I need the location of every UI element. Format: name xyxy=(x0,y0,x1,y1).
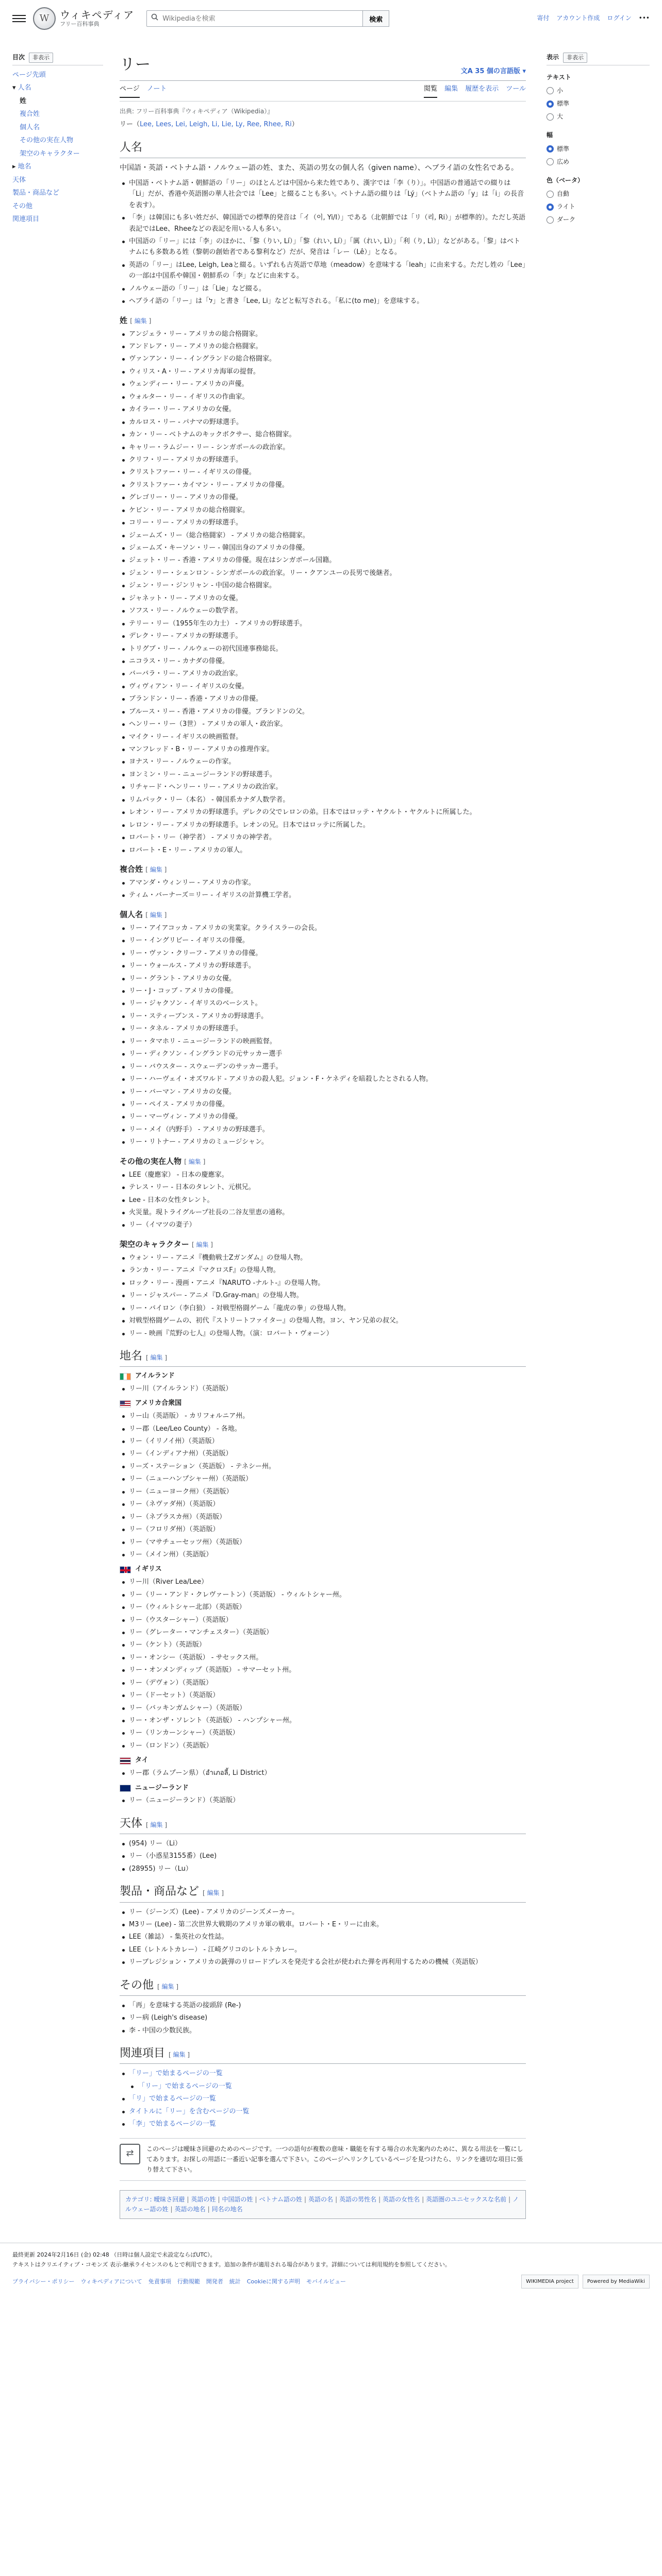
radio-button[interactable] xyxy=(547,216,554,224)
wikimedia-badge[interactable]: WIKIMEDIA project xyxy=(521,2275,578,2289)
given-name-item[interactable]: リー・マーヴィン - アメリカの俳優。 xyxy=(120,1111,526,1122)
flag-ie-icon xyxy=(120,1373,131,1380)
toc-link[interactable]: 複合姓 xyxy=(20,110,40,118)
place-item[interactable]: リー郡（Lee/Leo County） - 各地。 xyxy=(120,1423,526,1434)
toc-item[interactable] xyxy=(12,200,103,213)
toc-link[interactable]: 人名 xyxy=(18,84,31,92)
toc-link[interactable]: 関連項目 xyxy=(12,215,40,224)
toc-link[interactable]: その他 xyxy=(12,202,33,210)
disambiguation-text: このページは曖昧さ回避のためのページです。一つの語句が複数の意味・職能を有する場合の水先案内のために、異なる用法を一覧にしてあります。お探しの用語に一番近い記事を選んで下さい。このページへリンクしているページを見つけたら、リンクを適切な項目に張り替えて下さい。 xyxy=(146,2145,523,2174)
radio-button[interactable] xyxy=(547,191,554,198)
surname-item[interactable]: ジェット・リー - 香港・アメリカの俳優。現在はシンガポール国籍。 xyxy=(120,555,526,566)
product-item[interactable]: リーブレジション・アメリカの銃弾のリロードプレスを発売する会社が使われた弾を再利用するための機械（英語版） xyxy=(120,1957,526,1968)
given-name-item[interactable]: リー・ウォールス - アメリカの野球選手。 xyxy=(120,960,526,971)
place-item[interactable]: リー（ケント）（英語版） xyxy=(120,1639,526,1650)
given-name-item[interactable]: リー・ペイス - アメリカの俳優。 xyxy=(120,1099,526,1110)
surname-item[interactable]: リチャード・ヘンリー・リー - アメリカの政治家。 xyxy=(120,782,526,792)
person-note[interactable]: ノルウェー語の「リー」は「Lie」など綴る。 xyxy=(120,283,526,294)
person-note[interactable]: ヘブライ語の「リー」は「ל」と書き「Lee, Li」などと転写される。「私に(to me)」を意味する。 xyxy=(120,296,526,307)
product-item[interactable]: LEE（雑誌） - 集英社の女性誌。 xyxy=(120,1931,526,1942)
surname-item[interactable]: ウェンディー・リー - アメリカの声優。 xyxy=(120,379,526,389)
surname-item[interactable]: ヴィヴィアン・リー - イギリスの女優。 xyxy=(120,681,526,692)
fictional-item[interactable]: リー・ジャスパー - アニメ『D.Gray-man』の登場人物。 xyxy=(120,1290,526,1301)
fictional-item[interactable]: リー - 映画『荒野の七人』の登場人物。（演：ロバート・ヴォーン） xyxy=(120,1328,526,1339)
section-person: 人名 xyxy=(120,139,526,158)
place-item[interactable]: リー・オンザ・ソレント（英語版） - ハンプシャー州。 xyxy=(120,1715,526,1726)
option-label: 小 xyxy=(557,87,564,94)
appearance-option[interactable] xyxy=(547,110,650,123)
place-item[interactable]: リー（バッキンガムシャー）（英語版） xyxy=(120,1703,526,1714)
option-label: 自動 xyxy=(557,190,570,198)
given-name-item[interactable]: リー・バーマン - アメリカの女優。 xyxy=(120,1087,526,1097)
place-item[interactable]: リー（ネブラスカ州）（英語版） xyxy=(120,1512,526,1522)
width-options xyxy=(547,143,650,168)
place-item[interactable]: リー・オンメンディップ（英語版） - サマーセット州。 xyxy=(120,1665,526,1675)
place-item[interactable]: リー（インディアナ州）（英語版） xyxy=(120,1448,526,1459)
related-item[interactable]: タイトルに「リー」を含むページの一覧 xyxy=(120,2106,526,2117)
login-link[interactable]: ログイン xyxy=(607,14,632,22)
place-item[interactable]: リー（ロンドン）（英語版） xyxy=(120,1740,526,1751)
given-name-item[interactable]: リー・バウスター - スウェーデンのサッカー選手。 xyxy=(120,1061,526,1072)
tab-tools[interactable]: ツール xyxy=(506,85,526,93)
section-fictional: 架空のキャラクター [ 編集 ] xyxy=(120,1239,213,1249)
given-name-item[interactable]: リー・タネル - アメリカの野球選手。 xyxy=(120,1023,526,1034)
surname-item[interactable]: バーバラ・リー - アメリカの政治家。 xyxy=(120,668,526,679)
mediawiki-badge[interactable]: Powered by MediaWiki xyxy=(583,2275,650,2289)
toc-item[interactable] xyxy=(12,147,103,161)
option-label: 大 xyxy=(557,113,564,121)
footer-link[interactable]: ウィキペディアについて xyxy=(80,2278,142,2285)
logo-title: ウィキペディア xyxy=(60,9,135,22)
category-link[interactable]: 英語の男性名 xyxy=(339,2195,377,2203)
surname-item[interactable]: クリストファー・リー - イギリスの俳優。 xyxy=(120,467,526,478)
product-item[interactable]: M3リー (Lee) - 第二次世界大戦期のアメリカ軍の戦車。ロバート・E・リーに由来。 xyxy=(120,1919,526,1930)
tab-read[interactable]: 閲覧 xyxy=(424,84,437,98)
product-item[interactable]: LEE（レトルトカレー） - 江崎グリコのレトルトカレー。 xyxy=(120,1944,526,1955)
section-real: その他の実在人物 [ 編集 ] xyxy=(120,1156,206,1166)
radio-button[interactable] xyxy=(547,158,554,165)
place-item[interactable]: リーズ・ステーション（英語版） - テネシー州。 xyxy=(120,1461,526,1472)
place-item[interactable]: リー（ニューハンプシャー州）（英語版） xyxy=(120,1473,526,1484)
surname-item[interactable]: ジェン・リー・シェンロン - シンガポールの政治家。リー・クアンユーの長男で後継者。 xyxy=(120,568,526,579)
real-person-item[interactable]: LEE（慶應家） - 日本の慶應家。 xyxy=(120,1170,526,1180)
place-item[interactable]: リー（イリノイ州）（英語版） xyxy=(120,1436,526,1447)
fictional-item[interactable]: ランカ・リー - アニメ『マクロスF』の登場人物。 xyxy=(120,1265,526,1276)
surname-item[interactable]: デレク・リー - アメリカの野球選手。 xyxy=(120,631,526,641)
category-links: カテゴリ: 曖昧さ回避 | 英語の姓 | 中国語の姓 | ベトナム語の姓 | 英語の名 | 英語の男性名 | 英語の女性名 | 英語圏のユニセックスな名前 | ノルウェー語の姓 | 英語の地名 | 同名の地名 xyxy=(120,2190,526,2219)
surname-list xyxy=(120,329,526,856)
surname-item[interactable]: ジェン・リー・ジンリャン - 中国の総合格闘家。 xyxy=(120,580,526,591)
appearance-option[interactable] xyxy=(547,143,650,156)
text-size-options xyxy=(547,84,650,124)
country-heading xyxy=(120,1371,526,1382)
toc-item[interactable] xyxy=(12,174,103,187)
search-box xyxy=(146,10,363,27)
given-name-item[interactable]: リー・J・コッブ - アメリカの俳優。 xyxy=(120,986,526,996)
categories-label[interactable]: カテゴリ: xyxy=(125,2195,152,2203)
color-options xyxy=(547,188,650,227)
real-person-item[interactable]: テレス・リー - 日本のタレント、元棋兄。 xyxy=(120,1182,526,1193)
toc-item[interactable] xyxy=(12,160,103,174)
real-person-item[interactable]: リー（イマツの妻子） xyxy=(120,1219,526,1230)
real-person-item[interactable]: 火災量。現トライグループ社長の二谷友里恵の通称。 xyxy=(120,1207,526,1218)
toc-link[interactable]: 架空のキャラクター xyxy=(20,149,80,158)
country-name[interactable]: ニュージーランド xyxy=(135,1784,189,1792)
given-name-item[interactable]: リー・ヴァン・クリーフ - アメリカの俳優。 xyxy=(120,948,526,959)
main-content xyxy=(120,37,526,2219)
products-list xyxy=(120,1907,526,1968)
real-list xyxy=(120,1170,526,1231)
other-item[interactable]: 李 - 中国の少数民族。 xyxy=(120,2025,526,2036)
given-name-item[interactable]: リー・ディクソン - イングランドの元サッカー選手 xyxy=(120,1048,526,1059)
country-name[interactable]: イギリス xyxy=(135,1565,162,1573)
create-account-link[interactable]: アカウント作成 xyxy=(556,14,600,22)
surname-item[interactable]: ジェームズ・キーソン・リー - 韓国出身のアメリカの俳優。 xyxy=(120,543,526,553)
related-item[interactable]: 「リー」で始まるページの一覧 xyxy=(120,2081,526,2092)
person-notes xyxy=(120,178,526,307)
celestial-list xyxy=(120,1838,526,1874)
site-header xyxy=(0,0,662,37)
option-label: ライト xyxy=(557,203,575,211)
toc-toggle-icon[interactable]: ▾ xyxy=(12,84,16,92)
surname-item[interactable]: ブルース・リー - 香港・アメリカの俳優。ブランドンの父。 xyxy=(120,706,526,717)
country-heading xyxy=(120,1564,526,1575)
place-item[interactable]: リー（リー・アンド・クレヴァートン）（英語版） - ウィルトシャー州。 xyxy=(120,1589,526,1600)
surname-item[interactable]: ヘンリー・リー（3世） - アメリカの軍人・政治家。 xyxy=(120,719,526,730)
user-links xyxy=(537,13,650,23)
footer-link[interactable]: モバイルビュー xyxy=(306,2278,346,2285)
given-name-item[interactable]: リー・ジャクソン - イギリスのベーシスト。 xyxy=(120,998,526,1009)
given-name-item[interactable]: リー・イングリビー - イギリスの俳優。 xyxy=(120,935,526,946)
footer-link[interactable]: 免責事項 xyxy=(148,2278,171,2285)
toc-link[interactable]: 製品・商品など xyxy=(12,189,60,197)
surname-item[interactable]: ヴァンアン・リー - イングランドの総合格闘家。 xyxy=(120,353,526,364)
surname-item[interactable]: リムパック・リー（本名） - 韓国系カナダ人数学者。 xyxy=(120,794,526,805)
toc-sidebar xyxy=(12,37,103,2219)
surname-item[interactable]: トリグブ・リー - ノルウェーの初代国連事務総長。 xyxy=(120,643,526,654)
person-note[interactable]: 「李」は韓国にも多い姓だが、韓国語での標準的発音は「イ（이, Yi/I）」である（北朝鮮では「リ（리, Ri）」が標準的）。ただし英語表記ではLee、Rheeなどの表記を用いる人も多い。 xyxy=(120,212,526,234)
category-link[interactable]: 英語の地名 xyxy=(174,2205,206,2213)
footer-link[interactable]: 開発者 xyxy=(206,2278,223,2285)
real-person-item[interactable]: Lee - 日本の女性タレント。 xyxy=(120,1195,526,1206)
section-surname: 姓 [ 編集 ] xyxy=(120,315,152,325)
place-item[interactable]: リー（メイン州）（英語版） xyxy=(120,1549,526,1560)
surname-item[interactable]: ヨナス・リー - ノルウェーの作家。 xyxy=(120,756,526,767)
related-item[interactable]: 「リー」で始まるページの一覧 xyxy=(120,2068,526,2079)
search-icon xyxy=(151,13,158,24)
surname-item[interactable]: ケビン・リー - アメリカの総合格闘家。 xyxy=(120,505,526,516)
surname-item[interactable]: クリストファー・カイマン・リー - アメリカの俳優。 xyxy=(120,480,526,490)
surname-item[interactable]: マンフレッド・B・リー - アメリカの推理作家。 xyxy=(120,744,526,755)
place-item[interactable]: リー川（River Lea/Lee） xyxy=(120,1577,526,1587)
toc-item[interactable] xyxy=(12,95,103,108)
surname-item[interactable]: アンジェラ・リー - アメリカの総合格闘家。 xyxy=(120,329,526,340)
toc-link[interactable]: 個人名 xyxy=(20,123,40,131)
product-item[interactable]: リー（ジーンズ）(Lee) - アメリカのジーンズメーカー。 xyxy=(120,1907,526,1918)
surname-item[interactable]: ジャネット・リー - アメリカの女優。 xyxy=(120,593,526,604)
width-label: 幅 xyxy=(547,131,553,139)
surname-item[interactable]: カイラー・リー - アメリカの女優。 xyxy=(120,404,526,415)
place-list xyxy=(120,1371,526,1806)
toc-link[interactable]: その他の実在人物 xyxy=(20,137,74,145)
donate-link[interactable]: 寄付 xyxy=(537,14,550,22)
toc-item[interactable] xyxy=(12,69,103,82)
tab-edit[interactable]: 編集 xyxy=(444,85,458,93)
wikipedia-globe-icon: W xyxy=(33,7,56,30)
compound-item[interactable]: アマンダ・ウィンリー - アメリカの作家。 xyxy=(120,877,526,888)
place-item[interactable]: リー山（英語版） - カリフォルニア州。 xyxy=(120,1411,526,1421)
radio-button[interactable] xyxy=(547,145,554,152)
surname-item[interactable]: カルロス・リー - パナマの野球選手。 xyxy=(120,417,526,428)
given-name-item[interactable]: リー・ハーヴェイ・オズワルド - アメリカの殺人犯。ジョン・F・ケネディを暗殺したとされる人物。 xyxy=(120,1074,526,1084)
surname-item[interactable]: ソフス・リー - ノルウェーの数学者。 xyxy=(120,605,526,616)
country-heading xyxy=(120,1398,526,1409)
country-heading xyxy=(120,1755,526,1766)
toc-hide-button[interactable]: 非表示 xyxy=(29,53,53,63)
country-name[interactable]: アメリカ合衆国 xyxy=(135,1399,182,1408)
appearance-option[interactable] xyxy=(547,84,650,97)
given-name-item[interactable]: リー・アイアコッカ - アメリカの実業家。クライスラーの会長。 xyxy=(120,923,526,934)
given-name-item[interactable]: リー・タマホリ - ニュージーランドの映画監督。 xyxy=(120,1036,526,1047)
related-item[interactable]: 「李」で始まるページの一覧 xyxy=(120,2119,526,2129)
given-name-item[interactable]: リー・グラント - アメリカの女優。 xyxy=(120,973,526,984)
category-link[interactable]: 同名の地名 xyxy=(211,2205,243,2213)
other-item[interactable]: リー病 (Leigh's disease) xyxy=(120,2012,526,2023)
tab-page[interactable]: ページ xyxy=(120,84,140,98)
country-heading xyxy=(120,1783,526,1794)
toc-item[interactable] xyxy=(12,81,103,95)
place-item[interactable]: リー（ウスターシャー）（英語版） xyxy=(120,1615,526,1625)
place-item[interactable]: リー（ニュージーランド）（英語版） xyxy=(120,1795,526,1806)
toc-header xyxy=(12,53,103,65)
category-link[interactable]: ベトナム語の姓 xyxy=(259,2195,302,2203)
page-footer xyxy=(0,2243,662,2296)
option-label: ダーク xyxy=(557,216,576,224)
celestial-item[interactable]: (28955) リー（Lu） xyxy=(120,1863,526,1874)
fictional-list xyxy=(120,1252,526,1339)
appearance-panel xyxy=(547,37,650,2219)
toc-item[interactable] xyxy=(12,108,103,121)
compound-list xyxy=(120,877,526,901)
place-item[interactable]: リー（リンカーンシャー）（英語版） xyxy=(120,1727,526,1738)
place-item[interactable]: リー（ニューヨーク州）（英語版） xyxy=(120,1486,526,1497)
toc-item[interactable] xyxy=(12,134,103,147)
source-line: 出典: フリー百科事典『ウィキペディア（Wikipedia）』 xyxy=(120,107,274,115)
country-name[interactable]: アイルランド xyxy=(135,1372,175,1380)
place-item[interactable]: リー（ネヴァダ州）（英語版） xyxy=(120,1499,526,1510)
person-note[interactable]: 中国語・ベトナム語・朝鮮語の「リー」のほとんどは中国から来た姓であり、漢字では「李（り）」。中国語の普通話での綴りは「Li」だが、香港や英語圏の華人社会では「Lee」と綴ることも多い。ベトナム語の綴りは「Lý」（ベトナム語の「y」は「i」の長音を表す）。 xyxy=(120,178,526,211)
logo-subtitle: フリー百科事典 xyxy=(60,21,100,28)
main-menu-icon[interactable] xyxy=(12,15,26,22)
surname-item[interactable]: ヨンミン・リー - ニュージーランドの野球選手。 xyxy=(120,769,526,780)
related-item[interactable]: 「リ」で始まるページの一覧 xyxy=(120,2093,526,2104)
toc-title: 目次 xyxy=(12,54,25,61)
surname-item[interactable]: ニコラス・リー - カナダの俳優。 xyxy=(120,656,526,667)
flag-nz-icon xyxy=(120,1785,131,1792)
place-item[interactable]: リー川（アイルランド）（英語版） xyxy=(120,1383,526,1394)
option-label: 標準 xyxy=(557,99,570,107)
given-name-item[interactable]: リー・スティーブンス - アメリカの野球選手。 xyxy=(120,1011,526,1022)
tab-talk[interactable]: ノート xyxy=(146,85,167,93)
surname-item[interactable]: レロン・リー - アメリカの野球選手。レオンの兄。日本ではロッテに所属した。 xyxy=(120,820,526,831)
surname-item[interactable]: ジェームズ・リー（総合格闘家） - アメリカの総合格闘家。 xyxy=(120,530,526,541)
footer-link[interactable]: Cookieに関する声明 xyxy=(246,2278,301,2285)
place-item[interactable]: リー（マサチューセッツ州）（英語版） xyxy=(120,1537,526,1548)
section-compound: 複合姓 [ 編集 ] xyxy=(120,864,167,874)
appearance-title: 表示 xyxy=(547,54,559,61)
section-other: その他 [ 編集 ] xyxy=(120,1976,526,1996)
surname-item[interactable]: ロバート・リー（神学者） - アメリカの神学者。 xyxy=(120,832,526,843)
section-products: 製品・商品など [ 編集 ] xyxy=(120,1883,526,1902)
footer-link[interactable]: 統計 xyxy=(229,2278,241,2285)
surname-item[interactable]: ウィリス・A・リー - アメリカ海軍の提督。 xyxy=(120,366,526,377)
toc-link[interactable]: ページ先頭 xyxy=(12,71,46,79)
footer-links xyxy=(12,2275,650,2289)
country-name[interactable]: タイ xyxy=(135,1756,148,1765)
license-text: テキストはクリエイティブ・コモンズ 表示-継承ライセンスのもとで利用できます。追加の条件が適用される場合があります。詳細については利用規約を参照してください。 xyxy=(12,2261,451,2268)
surname-item[interactable]: グレゴリー・リー - アメリカの俳優。 xyxy=(120,492,526,503)
surname-item[interactable]: ウォルター・リー - イギリスの作曲家。 xyxy=(120,392,526,402)
place-item[interactable]: リー（ドーセット）（英語版） xyxy=(120,1690,526,1701)
option-label: 広め xyxy=(557,158,570,165)
appearance-option[interactable] xyxy=(547,200,650,213)
given-list xyxy=(120,923,526,1148)
radio-button[interactable] xyxy=(547,100,554,108)
disambiguation-notice xyxy=(120,2138,526,2181)
last-updated: 最終更新 2024年2月16日 (金) 02:48 （日時は個人設定で未設定ならばUTC）。 xyxy=(12,2251,216,2259)
appearance-option[interactable] xyxy=(547,97,650,110)
place-item[interactable]: リー（グレーター・マンチェスター）（英語版） xyxy=(120,1627,526,1638)
toc-toggle-icon[interactable]: ▸ xyxy=(12,163,16,171)
toc-link[interactable]: 天体 xyxy=(12,176,26,184)
tab-history[interactable]: 履歴を表示 xyxy=(465,85,499,93)
appearance-option[interactable] xyxy=(547,213,650,226)
fictional-item[interactable]: 対戦型格闘ゲームの、初代『ストリートファイター』の登場人物。ヨン、ヤン兄弟の叔父。 xyxy=(120,1315,526,1326)
title-row xyxy=(120,37,526,81)
text-size-label: テキスト xyxy=(547,73,571,81)
surname-item[interactable]: アンドレア・リー - アメリカの総合格闘家。 xyxy=(120,341,526,352)
celestial-item[interactable]: (954) リー（Li） xyxy=(120,1838,526,1849)
search-form xyxy=(146,10,389,27)
translate-icon: 文A xyxy=(460,67,475,76)
category-link[interactable]: 英語の姓 xyxy=(191,2195,216,2203)
section-given: 個人名 [ 編集 ] xyxy=(120,909,167,919)
surname-item[interactable]: レオン・リー - アメリカの野球選手。デレクの父でレロンの弟。日本ではロッテ・ヤクルト・ヤクルトに所属した。 xyxy=(120,807,526,818)
person-note[interactable]: 中国語の「リー」には「李」のほかに、「黎（りい, Lí）」「黎（れい, Lí）」「厲（れい, Lì）」「利（り, Lì）」などがある。「黎」はベトナムにも多数ある姓（黎朝の創始者である黎利など）だが、発音は「レー（Lê）」となる。 xyxy=(120,236,526,258)
page-tabs xyxy=(120,81,526,101)
option-label: 標準 xyxy=(557,145,570,152)
toc-item[interactable] xyxy=(12,213,103,226)
surname-item[interactable]: キャリー・ラムジー・リー - シンガポールの政治家。 xyxy=(120,442,526,453)
appearance-option[interactable] xyxy=(547,188,650,200)
related-list xyxy=(120,2068,526,2129)
site-logo[interactable] xyxy=(33,7,134,30)
section-place: 地名 [ 編集 ] xyxy=(120,1347,526,1367)
flag-us-icon xyxy=(120,1400,131,1408)
toc-list xyxy=(12,69,103,226)
surname-item[interactable]: ブランドン・リー - 香港・アメリカの俳優。 xyxy=(120,693,526,704)
toc-link[interactable]: 姓 xyxy=(20,97,27,105)
color-label: 色（ベータ） xyxy=(547,176,584,184)
footer-link[interactable]: 行動規範 xyxy=(177,2278,200,2285)
place-item[interactable]: リー（デヴォン）（英語版） xyxy=(120,1677,526,1688)
surname-item[interactable]: コリー・リー - アメリカの野球選手。 xyxy=(120,517,526,528)
page-title: リー xyxy=(120,56,151,74)
other-item[interactable]: 「再」を意味する英語の接頭辞 (Re-) xyxy=(120,2000,526,2011)
language-button[interactable]: 文A 35 個の言語版 ▾ xyxy=(460,67,526,76)
footer-link[interactable]: プライバシー・ポリシー xyxy=(12,2278,75,2285)
section-celestial: 天体 [ 編集 ] xyxy=(120,1815,526,1834)
toc-item[interactable] xyxy=(12,121,103,134)
surname-item[interactable]: テリー・リー（1955年生の力士） - アメリカの野球選手。 xyxy=(120,618,526,629)
radio-button[interactable] xyxy=(547,87,554,94)
fictional-item[interactable]: ロック・リー - 漫画・アニメ『NARUTO -ナルト-』の登場人物。 xyxy=(120,1278,526,1289)
radio-button[interactable] xyxy=(547,204,554,211)
place-item[interactable]: リー・オンシー（英語版） - サセックス州。 xyxy=(120,1652,526,1663)
radio-button[interactable] xyxy=(547,113,554,121)
person-note[interactable]: 英語の「リー」はLee, Leigh, Leaと綴る。いずれも古英語で草地（meadow）を意味する「leah」に由来する。ただし姓の「Lee」の一部は中国系や韓国・朝鮮系の「李」などに由来する。 xyxy=(120,260,526,282)
place-item[interactable]: リー（フロリダ州）（英語版） xyxy=(120,1524,526,1535)
search-input[interactable] xyxy=(162,15,358,23)
fictional-item[interactable]: ウォン・リー - アニメ『機動戦士Zガンダム』の登場人物。 xyxy=(120,1252,526,1263)
more-icon[interactable]: ••• xyxy=(638,14,650,22)
flag-uk-icon xyxy=(120,1566,131,1573)
appearance-option[interactable] xyxy=(547,156,650,168)
hatnote: リー（Lee, Lees, Lei, Leigh, Li, Lie, Ly, Ree, Rhee, Ri） xyxy=(120,120,299,128)
appearance-header xyxy=(547,53,650,65)
fictional-item[interactable]: リー・バイロン（李白狼） - 対戦型格闘ゲーム「龍虎の拳」の登場人物。 xyxy=(120,1303,526,1314)
flag-th-icon xyxy=(120,1757,131,1765)
appearance-hide-button[interactable]: 非表示 xyxy=(563,53,587,63)
category-link[interactable]: 英語の女性名 xyxy=(383,2195,420,2203)
place-item[interactable]: リー（ウィルトシャー北部）（英語版） xyxy=(120,1602,526,1613)
surname-item[interactable]: クリフ・リー - アメリカの野球選手。 xyxy=(120,454,526,465)
category-link[interactable]: 中国語の姓 xyxy=(222,2195,253,2203)
surname-item[interactable]: マイク・リー - イギリスの映画監督。 xyxy=(120,732,526,742)
person-intro: 中国語・英語・ベトナム語・ノルウェー語の姓、また、英語の男女の個人名（given name）、ヘブライ語の女性名である。 xyxy=(120,163,519,172)
celestial-item[interactable]: リー（小惑星3155番）(Lee) xyxy=(120,1851,526,1861)
other-list xyxy=(120,2000,526,2036)
surname-item[interactable]: カン・リー - ベトナムのキックボクサー、総合格闘家。 xyxy=(120,429,526,440)
toc-link[interactable]: 地名 xyxy=(18,163,31,171)
search-button[interactable]: 検索 xyxy=(362,10,389,27)
category-link[interactable]: 曖昧さ回避 xyxy=(154,2195,185,2203)
section-related: 関連項目 [ 編集 ] xyxy=(120,2044,526,2064)
place-item[interactable]: リー郡（ラムプーン県）（อำเภอลี้, Li District） xyxy=(120,1768,526,1778)
given-name-item[interactable]: リー・メイ（内野手） - アメリカの野球選手。 xyxy=(120,1124,526,1135)
toc-item[interactable] xyxy=(12,187,103,200)
surname-item[interactable]: ロバート・E・リー - アメリカの軍人。 xyxy=(120,845,526,856)
hatnote-links[interactable]: Lee, Lees, Lei, Leigh, Li, Lie, Ly, Ree, Rhee, Ri xyxy=(140,120,292,128)
category-link[interactable]: 英語の名 xyxy=(308,2195,334,2203)
given-name-item[interactable]: リー・リトナー - アメリカのミュージシャン。 xyxy=(120,1137,526,1147)
compound-item[interactable]: ティム・バーナーズ＝リー - イギリスの計算機工学者。 xyxy=(120,890,526,901)
disambiguation-icon: ⇄ xyxy=(120,2144,140,2164)
category-link[interactable]: 英語圏のユニセックスな名前 xyxy=(426,2195,507,2203)
category-link[interactable]: ノルウェー語の姓 xyxy=(125,2195,519,2213)
